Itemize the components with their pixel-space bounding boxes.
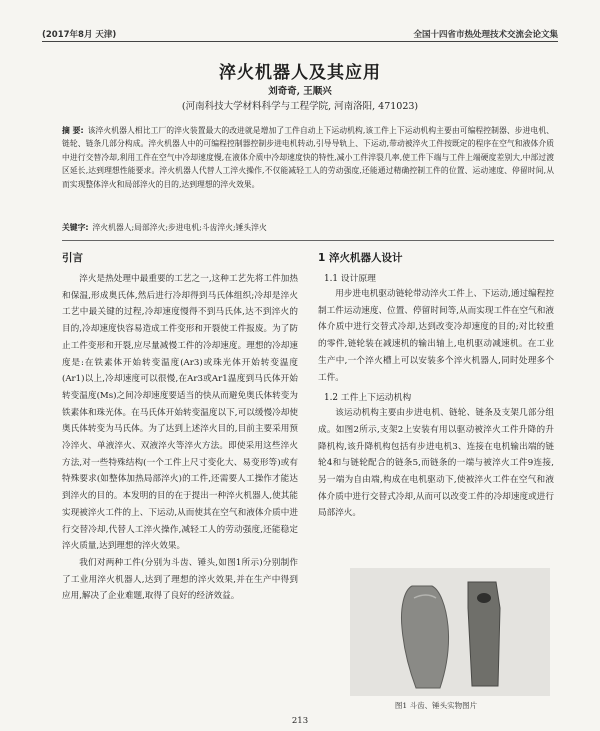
abstract xyxy=(62,124,554,191)
section-divider xyxy=(62,240,554,241)
left-column xyxy=(62,250,298,605)
keywords-label: 关键字: xyxy=(62,223,89,232)
design-principle-paragraph: 用步进电机驱动链轮带动淬火工件上、下运动,通过编程控制工件运动速度、位置、停留时间等,从而实现工件在空气和液体介质中进行交替式冷却,达到改变冷却速度的目的;对比较重的零件,链轮装在减速机的输出轴上,电机驱动减速机。在工业生产中,一个淬火槽上可以安装多个淬火机器人,同时处理多个工件。 xyxy=(318,289,554,383)
figure-1-photo xyxy=(350,568,550,696)
abstract-label: 摘 要: xyxy=(62,126,84,135)
header-proceedings: 全国十四省市热处理技术交流会论文集 xyxy=(413,30,558,40)
header-date: (2017年8月 天津) xyxy=(42,30,117,40)
running-header xyxy=(42,28,558,40)
paper-title: 淬火机器人及其应用 xyxy=(219,63,381,83)
photo-background xyxy=(350,568,550,696)
section-1-heading: 1 淬火机器人设计 xyxy=(318,252,403,264)
keywords xyxy=(62,222,554,233)
right-column xyxy=(318,250,554,522)
subsection-1-1-heading: 1.1 设计原理 xyxy=(324,274,376,284)
motion-mechanism-paragraph: 该运动机构主要由步进电机、链轮、链条及支架几部分组成。如图2所示,支架2上安装有用以驱动被淬火工件升降的升降机构,该升降机构包括有步进电机3、连接在电机输出端的链轮4和与链轮配合的链条5,而链条的一端与被淬火工件9连接,另一端为自由端,构成在电机驱动下,使被淬火工件在空气和液体介质中进行交替式冷却,从而可以改变工件的冷却速度或进行局部淬火。 xyxy=(318,408,554,519)
affiliation: (河南科技大学材料科学与工程学院, 河南洛阳, 471023) xyxy=(181,101,419,112)
intro-paragraph-1: 淬火是热处理中最重要的工艺之一,这种工艺先将工件加热和保温,形成奥氏体,然后进行冷却得到马氏体组织;冷却是淬火工艺中最关键的过程,冷却速度慢得不到马氏体,达不到淬火的目的,冷却速度快容易造成工件变形和开裂使工件报废。为了防止工件变形和开裂,应尽量减慢工件的冷却速度。理想的冷却速度是:在铁素体开始转变温度(Ar3)或珠光体开始转变温度(Ar1)以上,冷却速度可以很慢,在Ar3或Ar1温度到马氏体开始转变温度(Ms)之间冷却速度要适当的快从而避免奥氏体转变为铁素体和珠光体。在马氏体开始转变温度以下,可以缓慢冷却使奥氏体转变为马氏体。为了达到上述淬火目的,目前主要采用预冷淬火、单液淬火、双液淬火等淬火方法。即使采用这些淬火方法,对一些特殊结构(一个工件上尺寸变化大、易变形等)或有特殊要求(如整体加热局部淬火)的工件,还需要人工操作才能达到淬火的目的。本发明的目的在于提出一种淬火机器人,使其能实现被淬火工件的上、下运动,从而使其在空气和液体介质中进行交替冷却,代替人工淬火操作,减轻工人的劳动强度,还能稳定淬火质量,达到理想的淬火效果。 xyxy=(62,274,298,552)
abstract-text: 该淬火机器人相比工厂的淬火装置最大的改进就是增加了工件自动上下运动机构,该工件上下运动机构主要由可编程控制器、步进电机、链轮、链条几部分构成。淬火机器人中的可编程控制器控制步进电机转动,引导导轨上、下运动,带动被淬火工件按既定的程序在空气和液体介质中进行交替冷却,利用工件在空气中冷却速度慢,在液体介质中冷却速度快的特性,减小工件淬裂几率,使工件下端与工件上端硬度差别大,中部过渡区延长,达到理想性能要求。淬火机器人代替人工淬火操作,不仅能减轻工人的劳动强度,还能通过精确控制工件的位置、运动速度、停留时间,从而实现整体淬火和局部淬火的目的,达到理想的淬火效果。 xyxy=(62,126,554,189)
authors: 刘奇奇, 王顺兴 xyxy=(268,86,332,97)
figure-1-caption: 图1 斗齿、锤头实物图片 xyxy=(394,701,478,710)
page-number: 213 xyxy=(291,716,309,726)
intro-paragraph-2: 我们对两种工件(分别为斗齿、锤头,如图1所示)分别制作了工业用淬火机器人,达到了理想的淬火效果,并在生产中得到应用,解决了企业难题,取得了良好的经济效益。 xyxy=(62,557,298,602)
keywords-text: 淬火机器人;局部淬火;步进电机;斗齿淬火;锤头淬火 xyxy=(92,223,267,232)
subsection-1-2-heading: 1.2 工件上下运动机构 xyxy=(324,393,412,404)
header-rule xyxy=(42,41,558,42)
intro-heading: 引言 xyxy=(62,252,83,264)
